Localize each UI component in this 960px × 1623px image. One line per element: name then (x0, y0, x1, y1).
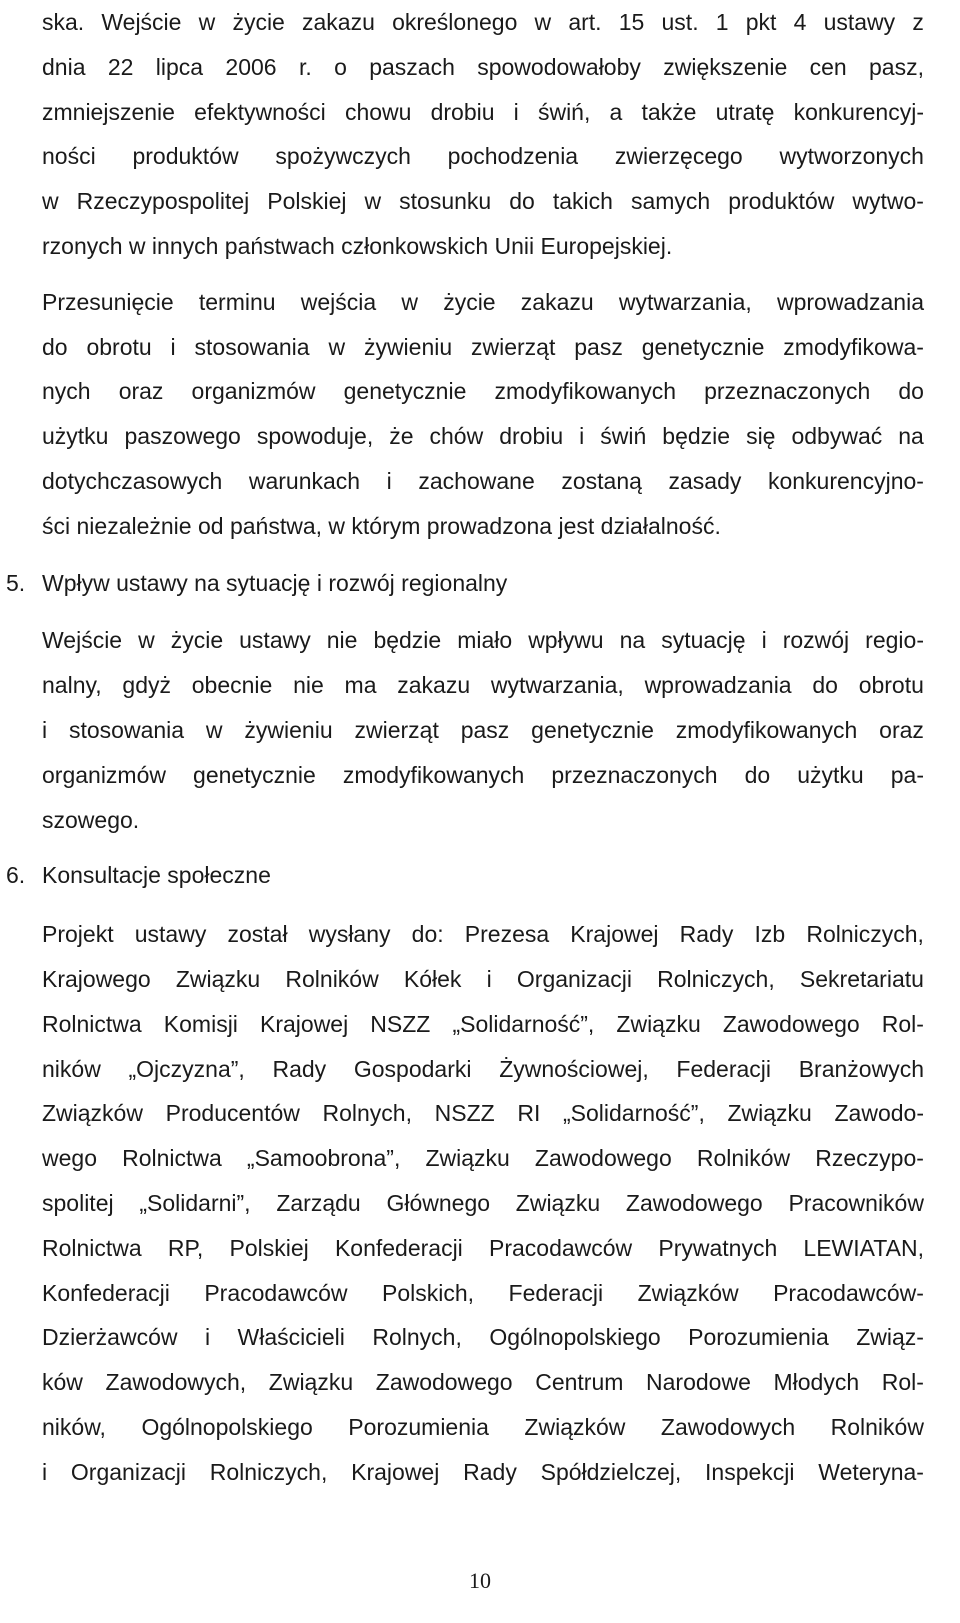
word: także (641, 98, 697, 125)
word: stosowania (68, 716, 185, 743)
word: zmodyfikowanych (675, 716, 858, 743)
word: pasz, (869, 53, 924, 80)
word: świń (600, 423, 647, 450)
word: a (609, 98, 623, 125)
word: Rady (679, 921, 734, 948)
word: genetycznie (193, 761, 316, 788)
word: organizmów (42, 761, 166, 788)
word: spowodowałoby (477, 53, 641, 80)
word: zwierzęcego (614, 143, 743, 170)
word: Ogólnopolskiego (489, 1324, 661, 1351)
word: oraz (879, 716, 924, 743)
word: drobiu (430, 98, 495, 125)
word: nie (326, 627, 358, 654)
word: dnia (42, 53, 86, 80)
word: o (334, 53, 347, 80)
word: Związku (425, 1145, 510, 1172)
word: lipca (155, 53, 204, 80)
text-line (42, 1450, 924, 1495)
word: warunkach (248, 467, 361, 494)
word: nie (293, 672, 324, 699)
word: wpływu (528, 627, 604, 654)
word: użytku (42, 423, 109, 450)
text-line (42, 1360, 924, 1405)
word: żywieniu (363, 333, 453, 360)
word: Krajowego (42, 965, 151, 992)
text-line (42, 1091, 924, 1136)
word: życie (232, 9, 285, 35)
word: i (513, 98, 519, 125)
section-heading-6 (6, 853, 924, 898)
word: Pracodawców (488, 1234, 633, 1261)
word: samych (630, 188, 711, 215)
word: i (170, 333, 176, 360)
word: oraz (118, 378, 164, 405)
text-line (42, 1226, 924, 1271)
word: wytwo- (852, 188, 924, 215)
word: ustawy (134, 921, 207, 948)
text-line (42, 1136, 924, 1181)
word: Zarządu (276, 1189, 361, 1216)
word: Rolnych, (372, 1324, 462, 1351)
word: pochodzenia (447, 143, 579, 170)
word: Związku (268, 1369, 354, 1396)
word: obrotu (86, 333, 152, 360)
word: i (42, 716, 48, 743)
word: Zawodowego (722, 1010, 860, 1037)
text-line (42, 1405, 924, 1450)
word: zakazu (302, 9, 375, 35)
word: obrotu (858, 672, 924, 699)
word: Gospodarki (353, 1055, 472, 1082)
text-line: rzonych w innych państwach członkowskich Unii Europejskiej. (42, 232, 673, 259)
word: i (486, 965, 492, 992)
word: zmodyfikowanych (342, 761, 525, 788)
word: będzie (662, 423, 731, 450)
word: paszowego (124, 423, 241, 450)
word: Rol- (881, 1369, 924, 1396)
text-line (42, 1181, 924, 1226)
word: utratę (715, 98, 775, 125)
word: zwiększenie (663, 53, 788, 80)
word: Prezesa (464, 921, 550, 948)
word: pasz (574, 333, 623, 360)
word: Rolników (285, 965, 379, 992)
word: w (534, 9, 552, 35)
word: świń, (537, 98, 591, 125)
paragraph-1 (42, 0, 924, 269)
text-line (42, 753, 924, 798)
word: Rady (463, 1458, 517, 1485)
word: pkt (745, 9, 777, 35)
word: ności (42, 143, 96, 170)
word: Polskiej (267, 188, 347, 215)
word: Organizacji (70, 1458, 186, 1485)
word: chów (429, 423, 484, 450)
word: na (898, 423, 924, 450)
text-line (42, 663, 924, 708)
word: nych (42, 378, 91, 405)
word: Wejście (101, 9, 182, 35)
word: 4 (793, 9, 807, 35)
word: i (386, 467, 392, 494)
word: Związków (637, 1279, 739, 1306)
word: Branżowych (798, 1055, 924, 1082)
word: Wejście (42, 627, 123, 654)
word: produktów (728, 188, 835, 215)
text-line (42, 1271, 924, 1316)
word: stosowania (194, 333, 310, 360)
word: sytuację (661, 627, 746, 654)
word: Narodowe (646, 1369, 751, 1396)
word: i (204, 1324, 211, 1351)
word: Związków (42, 1100, 143, 1127)
word: Sekretariatu (799, 965, 924, 992)
word: do (812, 672, 838, 699)
text-line (42, 1002, 924, 1047)
word: Rolnictwa (42, 1234, 142, 1261)
word: w (328, 333, 346, 360)
word: 1 (715, 9, 729, 35)
text-line (42, 912, 924, 957)
word: zakazu (520, 288, 594, 315)
word: Rolników (696, 1145, 791, 1172)
text-line (42, 179, 924, 224)
word: Żywnościowej, (499, 1055, 649, 1082)
word: w (198, 9, 216, 35)
word: w (205, 716, 223, 743)
word: wytwarzania, (618, 288, 752, 315)
word: „Solidarni”, (139, 1189, 251, 1216)
word: Ogólnopolskiego (141, 1413, 313, 1440)
word: przeznaczonych (551, 761, 718, 788)
word: Związ- (856, 1324, 924, 1351)
word: paszach (369, 53, 455, 80)
word: Głównego (386, 1189, 491, 1216)
word: Spółdzielczej, (540, 1458, 682, 1485)
word: cen (809, 53, 847, 80)
word: Rzeczypo- (815, 1145, 924, 1172)
text-line (42, 134, 924, 179)
paragraph-4 (42, 912, 924, 1494)
word: Projekt (42, 921, 114, 948)
word: stosunku (399, 188, 492, 215)
word: Zawodowego (625, 1189, 763, 1216)
word: że (389, 423, 414, 450)
word: art. (568, 9, 602, 35)
word: 22 (107, 53, 134, 80)
text-line (42, 280, 924, 325)
word: ników, (42, 1413, 106, 1440)
word: przeznaczonych (704, 378, 871, 405)
word: 2006 (225, 53, 277, 80)
word: Zawodowych, (105, 1369, 247, 1396)
word: w (401, 288, 418, 315)
word: pasz (460, 716, 510, 743)
text-line (42, 1315, 924, 1360)
word: wysłany (308, 921, 391, 948)
word: Przesunięcie (42, 288, 174, 315)
text-line (42, 1047, 924, 1092)
word: spowoduje, (256, 423, 374, 450)
word: zmniejszenie (42, 98, 175, 125)
word: zasady (668, 467, 742, 494)
paragraph-3 (42, 618, 924, 842)
word: Zawodo- (834, 1100, 924, 1127)
word: Centrum (535, 1369, 624, 1396)
word: do: (411, 921, 444, 948)
text-line (42, 90, 924, 135)
word: konkurencyjno- (767, 467, 924, 494)
text-line (42, 0, 924, 45)
word: Zawodowego (375, 1369, 513, 1396)
word: do (744, 761, 771, 788)
word: i (42, 1458, 48, 1485)
word: wprowadzania (776, 288, 924, 315)
word: RP, (167, 1234, 204, 1261)
word: Zawodowych (660, 1413, 796, 1440)
word: Związku (727, 1100, 812, 1127)
word: i (761, 627, 767, 654)
word: w (138, 627, 155, 654)
word: ników (42, 1055, 101, 1082)
document-page (6, 0, 924, 1495)
word: Weteryna- (818, 1458, 924, 1485)
word: Konfederacji (334, 1234, 463, 1261)
section-heading-5 (6, 561, 924, 606)
word: drobiu (499, 423, 564, 450)
word: spożywczych (275, 143, 411, 170)
word: 15 (618, 9, 645, 35)
word: do (509, 188, 535, 215)
word: będzie (373, 627, 442, 654)
word: Kółek (403, 965, 462, 992)
word: Organizacji (516, 965, 632, 992)
word: zmodyfikowa- (783, 333, 924, 360)
word: terminu (198, 288, 276, 315)
word: wytworzonych (779, 143, 924, 170)
word: Związku (175, 965, 261, 992)
section-number: 6. (6, 862, 26, 889)
word: „Ojczyzna”, (128, 1055, 245, 1082)
word: w (42, 188, 59, 215)
word: Rolników (830, 1413, 924, 1440)
word: zakazu (397, 672, 471, 699)
word: do (42, 333, 68, 360)
word: Dzierżawców (42, 1324, 178, 1351)
word: życie (170, 627, 224, 654)
word: „Solidarność”, (452, 1010, 595, 1037)
word: żywieniu (244, 716, 333, 743)
word: pa- (890, 761, 924, 788)
word: NSZZ (370, 1010, 431, 1037)
word: z (912, 9, 924, 35)
word: Krajowej (351, 1458, 440, 1485)
word: Krajowej (570, 921, 659, 948)
word: Polskiej (229, 1234, 309, 1261)
word: Komisji (163, 1010, 238, 1037)
word: gdyż (122, 672, 172, 699)
text-line (42, 325, 924, 370)
word: Izb (754, 921, 786, 948)
section-title: Konsultacje społeczne (42, 862, 271, 889)
text-line: ści niezależnie od państwa, w którym prowadzona jest działalność. (42, 512, 721, 539)
word: Pracowników (788, 1189, 924, 1216)
word: takich (552, 188, 613, 215)
word: Rolnych, (322, 1100, 412, 1127)
word: Polskich, (382, 1279, 475, 1306)
word: genetycznie (343, 378, 467, 405)
word: RI (517, 1100, 541, 1127)
word: „Samoobrona”, (246, 1145, 401, 1172)
word: Rzeczypospolitej (76, 188, 250, 215)
word: obecnie (191, 672, 273, 699)
word: nalny, (42, 672, 102, 699)
word: efektywności (194, 98, 326, 125)
text-line (42, 414, 924, 459)
word: Krajowej (260, 1010, 349, 1037)
word: wejścia (300, 288, 377, 315)
word: Rol- (881, 1010, 924, 1037)
word: Federacji (508, 1279, 604, 1306)
text-line (42, 459, 924, 504)
word: zmodyfikowanych (494, 378, 676, 405)
word: Inspekcji (705, 1458, 795, 1485)
word: do (898, 378, 924, 405)
section-title: Wpływ ustawy na sytuację i rozwój regionalny (42, 569, 508, 596)
word: Rady (272, 1055, 327, 1082)
word: zachowane (418, 467, 535, 494)
word: regio- (865, 627, 924, 654)
section-number: 5. (6, 569, 26, 596)
text-line (42, 708, 924, 753)
word: Prywatnych (658, 1234, 778, 1261)
word: życie (443, 288, 496, 315)
word: zostaną (561, 467, 642, 494)
text-line: szowego. (42, 806, 140, 833)
word: dotychczasowych (42, 467, 223, 494)
word: ustawy (823, 9, 896, 35)
word: i (579, 423, 585, 450)
word: spolitej (42, 1189, 114, 1216)
word: r. (298, 53, 312, 80)
word: ska. (42, 9, 85, 35)
text-line (42, 369, 924, 414)
word: ustawy (239, 627, 311, 654)
word: Porozumienia (348, 1413, 489, 1440)
word: w (364, 188, 382, 215)
word: Rolnictwa (122, 1145, 222, 1172)
word: określonego (392, 9, 518, 35)
word: LEWIATAN, (803, 1234, 924, 1261)
word: użytku (797, 761, 864, 788)
word: zwierząt (471, 333, 556, 360)
word: Młodych (773, 1369, 860, 1396)
word: rozwój (782, 627, 850, 654)
word: Związku (616, 1010, 701, 1037)
word: Rolniczych, (209, 1458, 328, 1485)
word: genetycznie (641, 333, 765, 360)
word: się (746, 423, 776, 450)
word: Związku (515, 1189, 601, 1216)
word: Konfederacji (42, 1279, 170, 1306)
paragraph-2 (42, 280, 924, 549)
word: Rolniczych, (657, 965, 775, 992)
text-line (42, 45, 924, 90)
word: zwierząt (354, 716, 439, 743)
word: Porozumienia (688, 1324, 829, 1351)
word: wprowadzania (644, 672, 792, 699)
word: miało (457, 627, 513, 654)
text-line (42, 618, 924, 663)
word: Rolniczych, (806, 921, 924, 948)
word: został (227, 921, 288, 948)
word: Zawodowego (534, 1145, 672, 1172)
word: organizmów (191, 378, 316, 405)
word: Właścicieli (237, 1324, 345, 1351)
word: produktów (132, 143, 239, 170)
word: chowu (344, 98, 412, 125)
word: Rolnictwa (42, 1010, 142, 1037)
word: wego (42, 1145, 97, 1172)
word: NSZZ (434, 1100, 495, 1127)
word: Pracodawców (204, 1279, 348, 1306)
word: Producentów (165, 1100, 300, 1127)
word: ma (344, 672, 377, 699)
word: konkurencyj- (793, 98, 924, 125)
word: „Solidarność”, (562, 1100, 705, 1127)
word: Pracodawców- (773, 1279, 924, 1306)
word: odbywać (791, 423, 883, 450)
word: na (619, 627, 646, 654)
page-number: 10 (469, 1568, 491, 1593)
word: Związków (524, 1413, 626, 1440)
word: wytwarzania, (490, 672, 624, 699)
word: ków (42, 1369, 83, 1396)
text-line (42, 957, 924, 1002)
word: ust. (661, 9, 699, 35)
word: Federacji (676, 1055, 772, 1082)
word: genetycznie (531, 716, 654, 743)
